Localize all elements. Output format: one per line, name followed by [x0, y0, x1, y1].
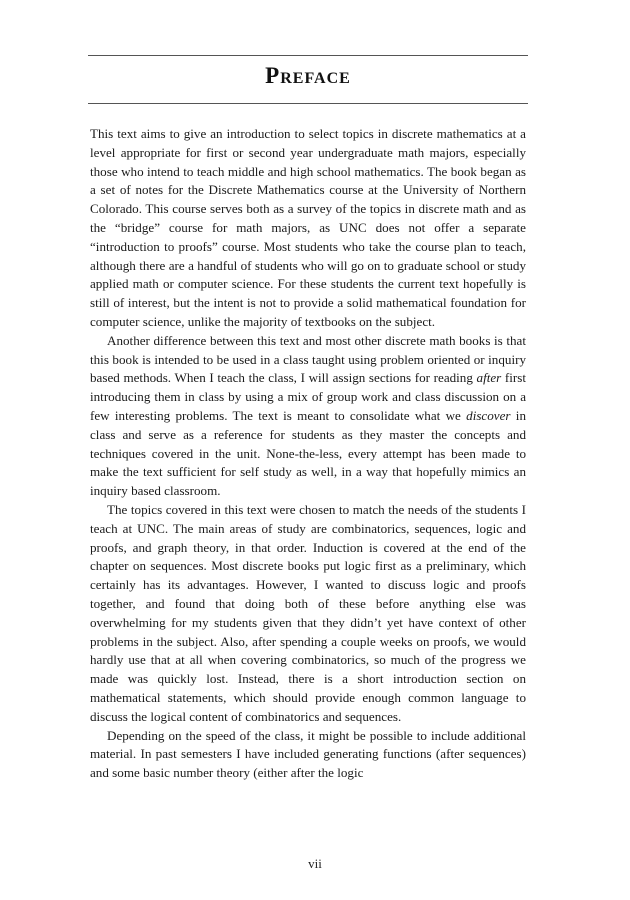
title-rule-bottom: [88, 103, 528, 104]
title-rule-top: [88, 55, 528, 56]
page-title: Preface: [265, 63, 351, 88]
paragraph-text: This text aims to give an introduction to select topics in discrete mathematics at a level appropriate for first or second year undergraduate math majors, especially those who intend to teach middle and high school mathematics. The book began as a set of notes for the Discrete Mathematics course at the University of Northern Colorado. This course serves both as a survey of the topics in discrete math and as the “bridge” course for math majors, as UNC does not offer a separate “introduction to proofs” course. Most students who take the course plan to teach, although there are a handful of students who will go on to graduate school or study applied math or computer science. For these students the current text hopefully is still of interest, but the intent is not to provide a solid mathematical foundation for computer science, unlike the majority of textbooks on the subject.: [90, 126, 526, 329]
paragraph-1: [90, 125, 526, 332]
body-text: [90, 125, 526, 783]
paragraph-2: [90, 332, 526, 501]
emphasis-text: after: [476, 370, 502, 386]
paragraph-text: Depending on the speed of the class, it might be possible to include additional material. In past semesters I have included generating functions (after sequences) and some basic number theory (either after the logic: [90, 727, 526, 781]
paragraph-text: The topics covered in this text were chosen to match the needs of the students I teach at UNC. The main areas of study are combinatorics, sequences, logic and proofs, and graph theory, in that order. Induction is covered at the end of the chapter on sequences. Most discrete books put logic first as a preliminary, which certainly has its advantages. However, I wanted to discuss logic and proofs together, and found that doing both of these before anything else was overwhelming for my students given that they didn’t yet have context of other problems in the subject. Also, after spending a couple weeks on proofs, we would hardly use that at all when covering combinatorics, so much of the progress we made was quickly lost. Instead, there is a short introduction section on mathematical statements, which should provide enough common language to discuss the logical content of combinatorics and sequences.: [90, 501, 526, 724]
page-number: vii: [308, 856, 322, 871]
emphasis-text: discover: [466, 407, 511, 423]
paragraph-text: first introducing them in class by using a mix of group work and class discussion on a few interesting problems. The text is meant to consolidate what we: [90, 370, 527, 423]
paragraph-text: in class and serve as a reference for students as they master the concepts and techniques covered in the unit. None-the-less, every attempt has been made to make the text sufficient for self study as well, in a way that hopefully mimics an inquiry based classroom.: [90, 407, 526, 499]
paragraph-3: [90, 501, 526, 727]
paragraph-text: Another difference between this text and most other discrete math books is that this book is intended to be used in a class taught using problem oriented or inquiry based methods. When I teach the class, I will assign sections for reading: [90, 332, 526, 386]
paragraph-4: [90, 727, 526, 783]
